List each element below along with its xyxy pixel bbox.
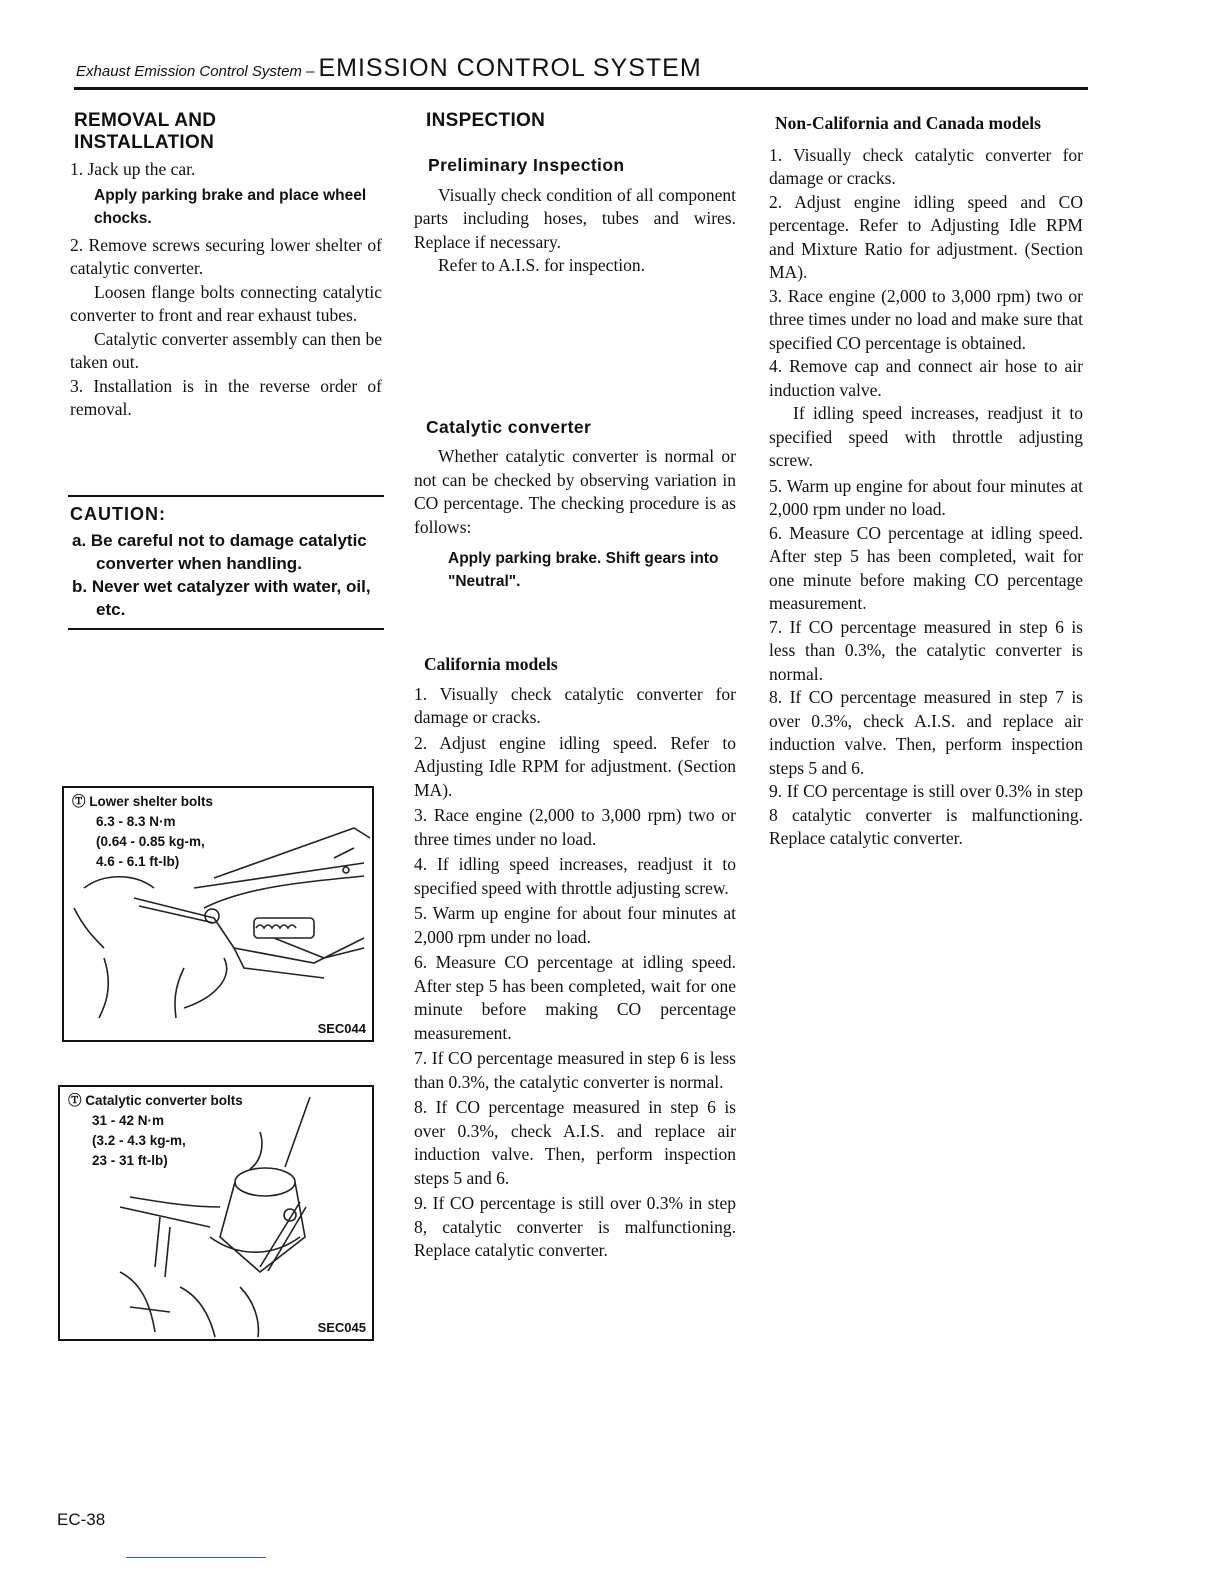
california-step: 3. Race engine (2,000 to 3,000 rpm) two or three times under no load. <box>414 805 736 849</box>
non-california-heading: Non-California and Canada models <box>775 113 1041 133</box>
california-step: 1. Visually check catalytic converter for damage or cracks. <box>414 683 736 727</box>
non-california-para: If idling speed increases, readjust it to specified speed with throttle adjusting screw. <box>769 403 1083 470</box>
column-non-california <box>769 112 1083 851</box>
california-step: 7. If CO percentage measured in step 6 is less than 0.3%, the catalytic converter is normal. <box>414 1048 736 1092</box>
caption-line: (0.64 - 0.85 kg-m, <box>96 834 205 849</box>
caption-line: (3.2 - 4.3 kg-m, <box>92 1133 186 1148</box>
note-shift-neutral: Apply parking brake. Shift gears into "Neutral". <box>448 550 719 590</box>
page-number: EC-38 <box>57 1510 106 1529</box>
non-california-step: 3. Race engine (2,000 to 3,000 rpm) two or three times under no load and make sure that specified CO percentage is obtained. <box>769 285 1083 353</box>
non-california-step: 1. Visually check catalytic converter for damage or cracks. <box>769 144 1083 188</box>
catalytic-heading: Catalytic converter <box>426 416 592 437</box>
non-california-step: 2. Adjust engine idling speed and CO percentage. Refer to Adjusting Idle RPM and Mixture Ratio for adjustment. (Section MA). <box>769 191 1083 282</box>
california-step: 9. If CO percentage is still over 0.3% in step 8, catalytic converter is malfunctioning. Replace catalytic converter. <box>414 1193 736 1260</box>
figure-code: SEC044 <box>317 1021 366 1036</box>
non-california-step: 7. If CO percentage measured in step 6 is less than 0.3%, the catalytic converter is normal. <box>769 616 1083 684</box>
non-california-step: 9. If CO percentage is still over 0.3% in step 8 catalytic converter is malfunctioning. Replace catalytic converter. <box>769 781 1083 848</box>
california-step: 2. Adjust engine idling speed. Refer to Adjusting Idle RPM for adjustment. (Section MA). <box>414 732 736 800</box>
caution-item: a. Be careful not to damage catalytic converter when handling. <box>72 531 367 573</box>
para-loosen-bolts: Loosen flange bolts connecting catalytic converter to front and rear exhaust tubes. <box>70 281 382 325</box>
header-subtitle: Exhaust Emission Control System – <box>76 63 315 80</box>
caption-line: 31 - 42 N·m <box>92 1113 165 1128</box>
caution-title: CAUTION: <box>70 504 166 524</box>
para-refer-ais: Refer to A.I.S. for inspection. <box>438 255 646 275</box>
caution-top-rule <box>68 495 384 497</box>
caption-line: 4.6 - 6.1 ft-lb) <box>96 854 180 869</box>
page-header <box>76 54 1088 83</box>
para-visual-check: Visually check condition of all component parts including hoses, tubes and wires. Replace if necessary. <box>414 184 736 252</box>
caution-box <box>70 504 382 621</box>
header-rule <box>74 87 1088 90</box>
california-step: 5. Warm up engine for about four minutes at 2,000 rpm under no load. <box>414 903 736 947</box>
caution-item: b. Never wet catalyzer with water, oil, etc. <box>72 577 371 619</box>
california-step: 4. If idling speed increases, readjust it to specified speed with throttle adjusting screw. <box>414 854 736 898</box>
caution-bottom-rule <box>68 628 384 630</box>
california-step: 6. Measure CO percentage at idling speed. After step 5 has been completed, wait for one minute before making CO percentage measurement. <box>414 952 736 1043</box>
column-inspection <box>414 110 736 1265</box>
column-removal <box>70 110 382 422</box>
para-take-out: Catalytic converter assembly can then be taken out. <box>70 328 382 372</box>
caption-line: Ⓣ Catalytic converter bolts <box>68 1093 243 1108</box>
figure-code: SEC045 <box>317 1320 366 1335</box>
caption-line: 6.3 - 8.3 N·m <box>96 814 176 829</box>
para-whether-normal: Whether catalytic converter is normal or not can be checked by observing variation in CO percentage. The checking procedure is as follows: <box>414 446 736 537</box>
preliminary-heading: Preliminary Inspection <box>428 155 625 175</box>
caption-line: Ⓣ Lower shelter bolts <box>72 794 214 809</box>
step-jack-up: 1. Jack up the car. <box>70 159 196 179</box>
removal-heading: REMOVAL AND INSTALLATION <box>74 110 217 153</box>
caption-line: 23 - 31 ft-lb) <box>92 1153 168 1168</box>
non-california-step: 8. If CO percentage measured in step 7 is over 0.3%, check A.I.S. and replace air induction valve. Then, perform inspection steps 5 and 6. <box>769 687 1083 778</box>
inspection-heading: INSPECTION <box>426 110 546 131</box>
step-installation: 3. Installation is in the reverse order of removal. <box>70 375 382 419</box>
non-california-step: 5. Warm up engine for about four minutes at 2,000 rpm under no load. <box>769 475 1083 519</box>
step-remove-screws: 2. Remove screws securing lower shelter of catalytic converter. <box>70 234 382 278</box>
figure-caption <box>72 792 213 872</box>
non-california-step: 4. Remove cap and connect air hose to air induction valve. <box>769 356 1083 400</box>
california-step: 8. If CO percentage measured in step 6 is over 0.3%, check A.I.S. and replace air induction valve. Then, perform inspection steps 5 and 6. <box>414 1097 736 1188</box>
non-california-step: 6. Measure CO percentage at idling speed. After step 5 has been completed, wait for one minute before making CO percentage measurement. <box>769 522 1083 613</box>
figure-lower-shelter <box>62 786 374 1042</box>
header-title: EMISSION CONTROL SYSTEM <box>318 54 702 82</box>
figure-caption <box>68 1091 243 1171</box>
california-heading: California models <box>424 654 558 674</box>
note-parking-brake: Apply parking brake and place wheel chocks. <box>94 186 367 227</box>
footer-line <box>126 1557 266 1558</box>
figure-converter-bolts <box>58 1085 374 1341</box>
